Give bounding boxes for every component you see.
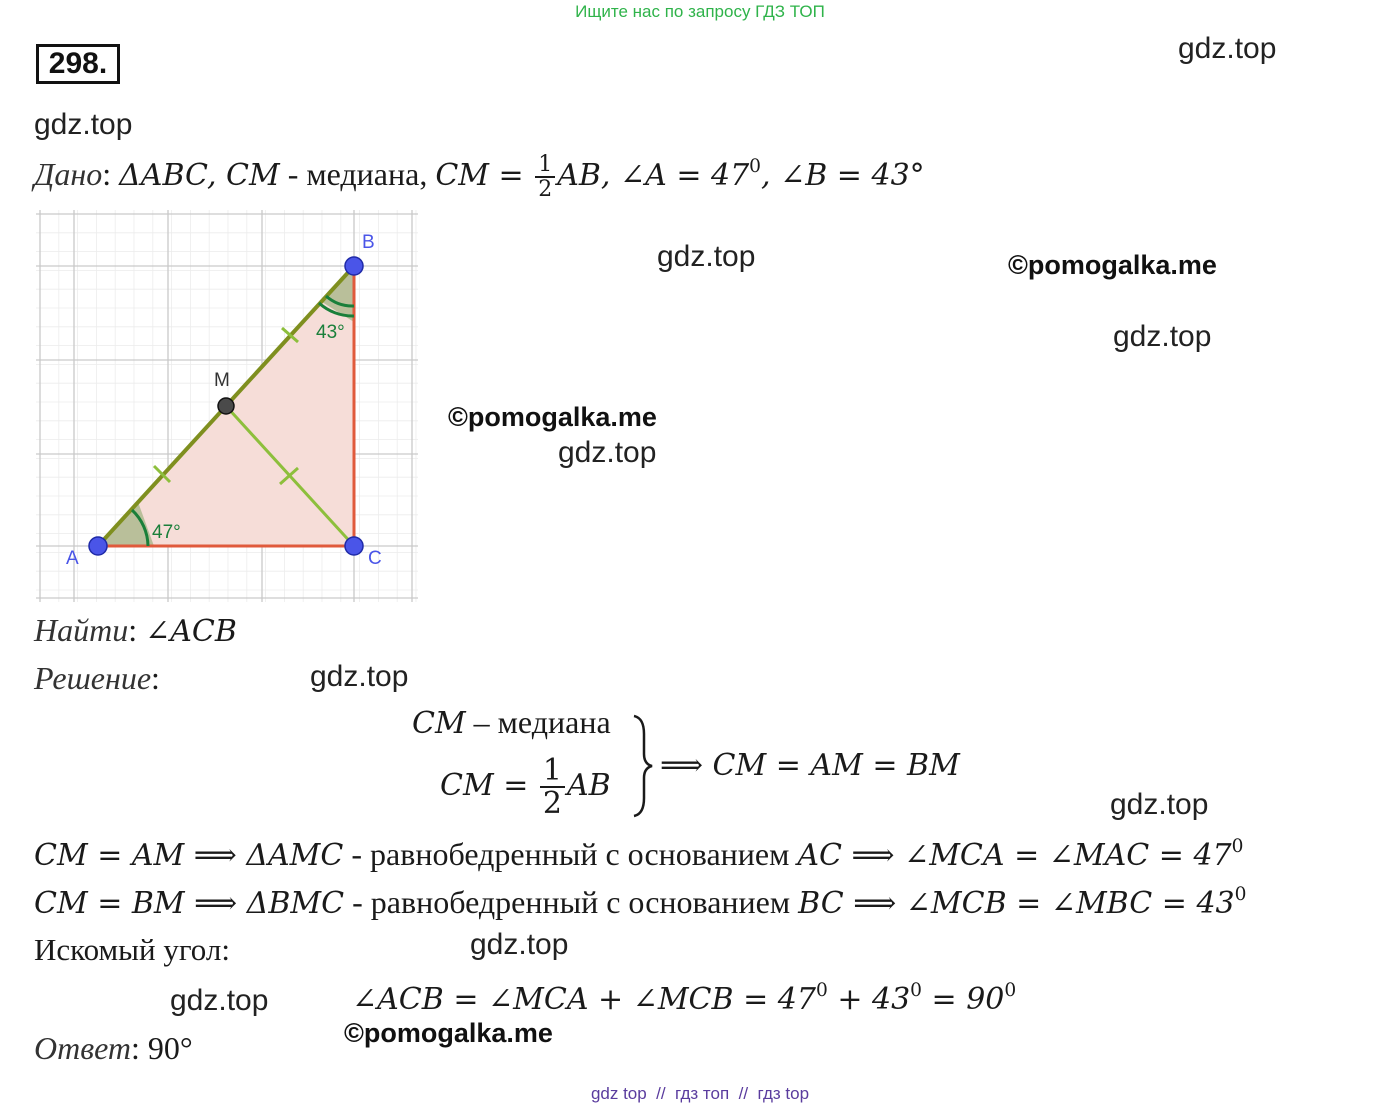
point-a	[89, 537, 107, 555]
given-line: Дано: ΔABC, CM - медиана, CM = $\frac{1}{2}$ AB, ∠A = $47^0$, ∠B = 43°	[34, 151, 925, 202]
top-banner: Ищите нас по запросу ГДЗ ТОП	[575, 2, 825, 21]
label-m: M	[214, 370, 230, 391]
watermark-gdz: gdz.top	[657, 240, 756, 273]
solution-line-2: CM = BM ⟹ ΔBMC - равнобедренный с основанием BC ⟹ ∠MCB = ∠MBC = $43^0$	[34, 883, 1247, 921]
system-brace	[628, 712, 658, 820]
watermark-gdz: gdz.top	[1113, 320, 1212, 353]
system-line-1: CM – медиана	[412, 704, 611, 741]
footer-links[interactable]: gdz top // гдз топ // гдз top	[590, 1084, 810, 1103]
final-equation: ∠ACB = ∠MCA + ∠MCB = $47^0 + 43^0 = 90^0$	[352, 979, 1017, 1017]
watermark-gdz: gdz.top	[1110, 788, 1209, 821]
answer-line: Ответ: 90°	[34, 1030, 193, 1066]
solution-heading: Решение:	[34, 660, 160, 696]
watermark-gdz: gdz.top	[170, 984, 269, 1017]
point-m	[218, 398, 234, 414]
watermark-gdz: gdz.top	[1178, 32, 1277, 65]
label-a: A	[66, 548, 79, 569]
point-c	[345, 537, 363, 555]
solution-line-1: CM = AM ⟹ ΔAMC - равнобедренный с основанием AC ⟹ ∠MCA = ∠MAC = $47^0$	[34, 835, 1244, 873]
given-median-word: - медиана,	[279, 156, 436, 192]
given-rest-a: AB, ∠A = 47	[557, 158, 750, 193]
find-label: Найти	[34, 612, 129, 648]
triangle-figure	[36, 210, 418, 602]
system-fraction: $\frac{1}{2}$	[540, 755, 565, 820]
angle-b-label: 43°	[316, 322, 345, 343]
given-rest-b: , ∠B = 43°	[761, 158, 925, 193]
given-label: Дано	[34, 156, 103, 192]
find-line: Найти: ∠ACB	[34, 612, 237, 649]
watermark-pomogalka: ©pomogalka.me	[448, 402, 657, 432]
watermark-gdz: gdz.top	[34, 108, 133, 141]
angle-a-label: 47°	[152, 522, 181, 543]
given-triangle: ΔABC, CM	[119, 158, 280, 193]
given-fraction: $\frac{1}{2}$	[535, 153, 555, 201]
watermark-gdz: gdz.top	[470, 928, 569, 961]
solution-label: Решение	[34, 660, 152, 696]
answer-label: Ответ	[34, 1030, 131, 1066]
sought-angle-label: Искомый угол:	[34, 932, 230, 967]
point-b	[345, 257, 363, 275]
label-c: C	[368, 548, 382, 569]
watermark-gdz: gdz.top	[558, 436, 657, 469]
given-cm-eq: CM =	[435, 158, 534, 193]
answer-value: 90°	[147, 1030, 193, 1066]
watermark-pomogalka: ©pomogalka.me	[1008, 250, 1217, 280]
watermark-gdz: gdz.top	[310, 660, 409, 693]
watermark-pomogalka: ©pomogalka.me	[344, 1018, 553, 1048]
given-exp-a: 0	[749, 155, 762, 177]
task-number: 298.	[36, 44, 120, 84]
system-result: ⟹ CM = AM = BM	[660, 748, 960, 783]
find-value: ∠ACB	[145, 614, 237, 649]
label-b: B	[362, 232, 375, 253]
system-line-2: CM = $\frac{1}{2}$ AB	[440, 752, 611, 821]
